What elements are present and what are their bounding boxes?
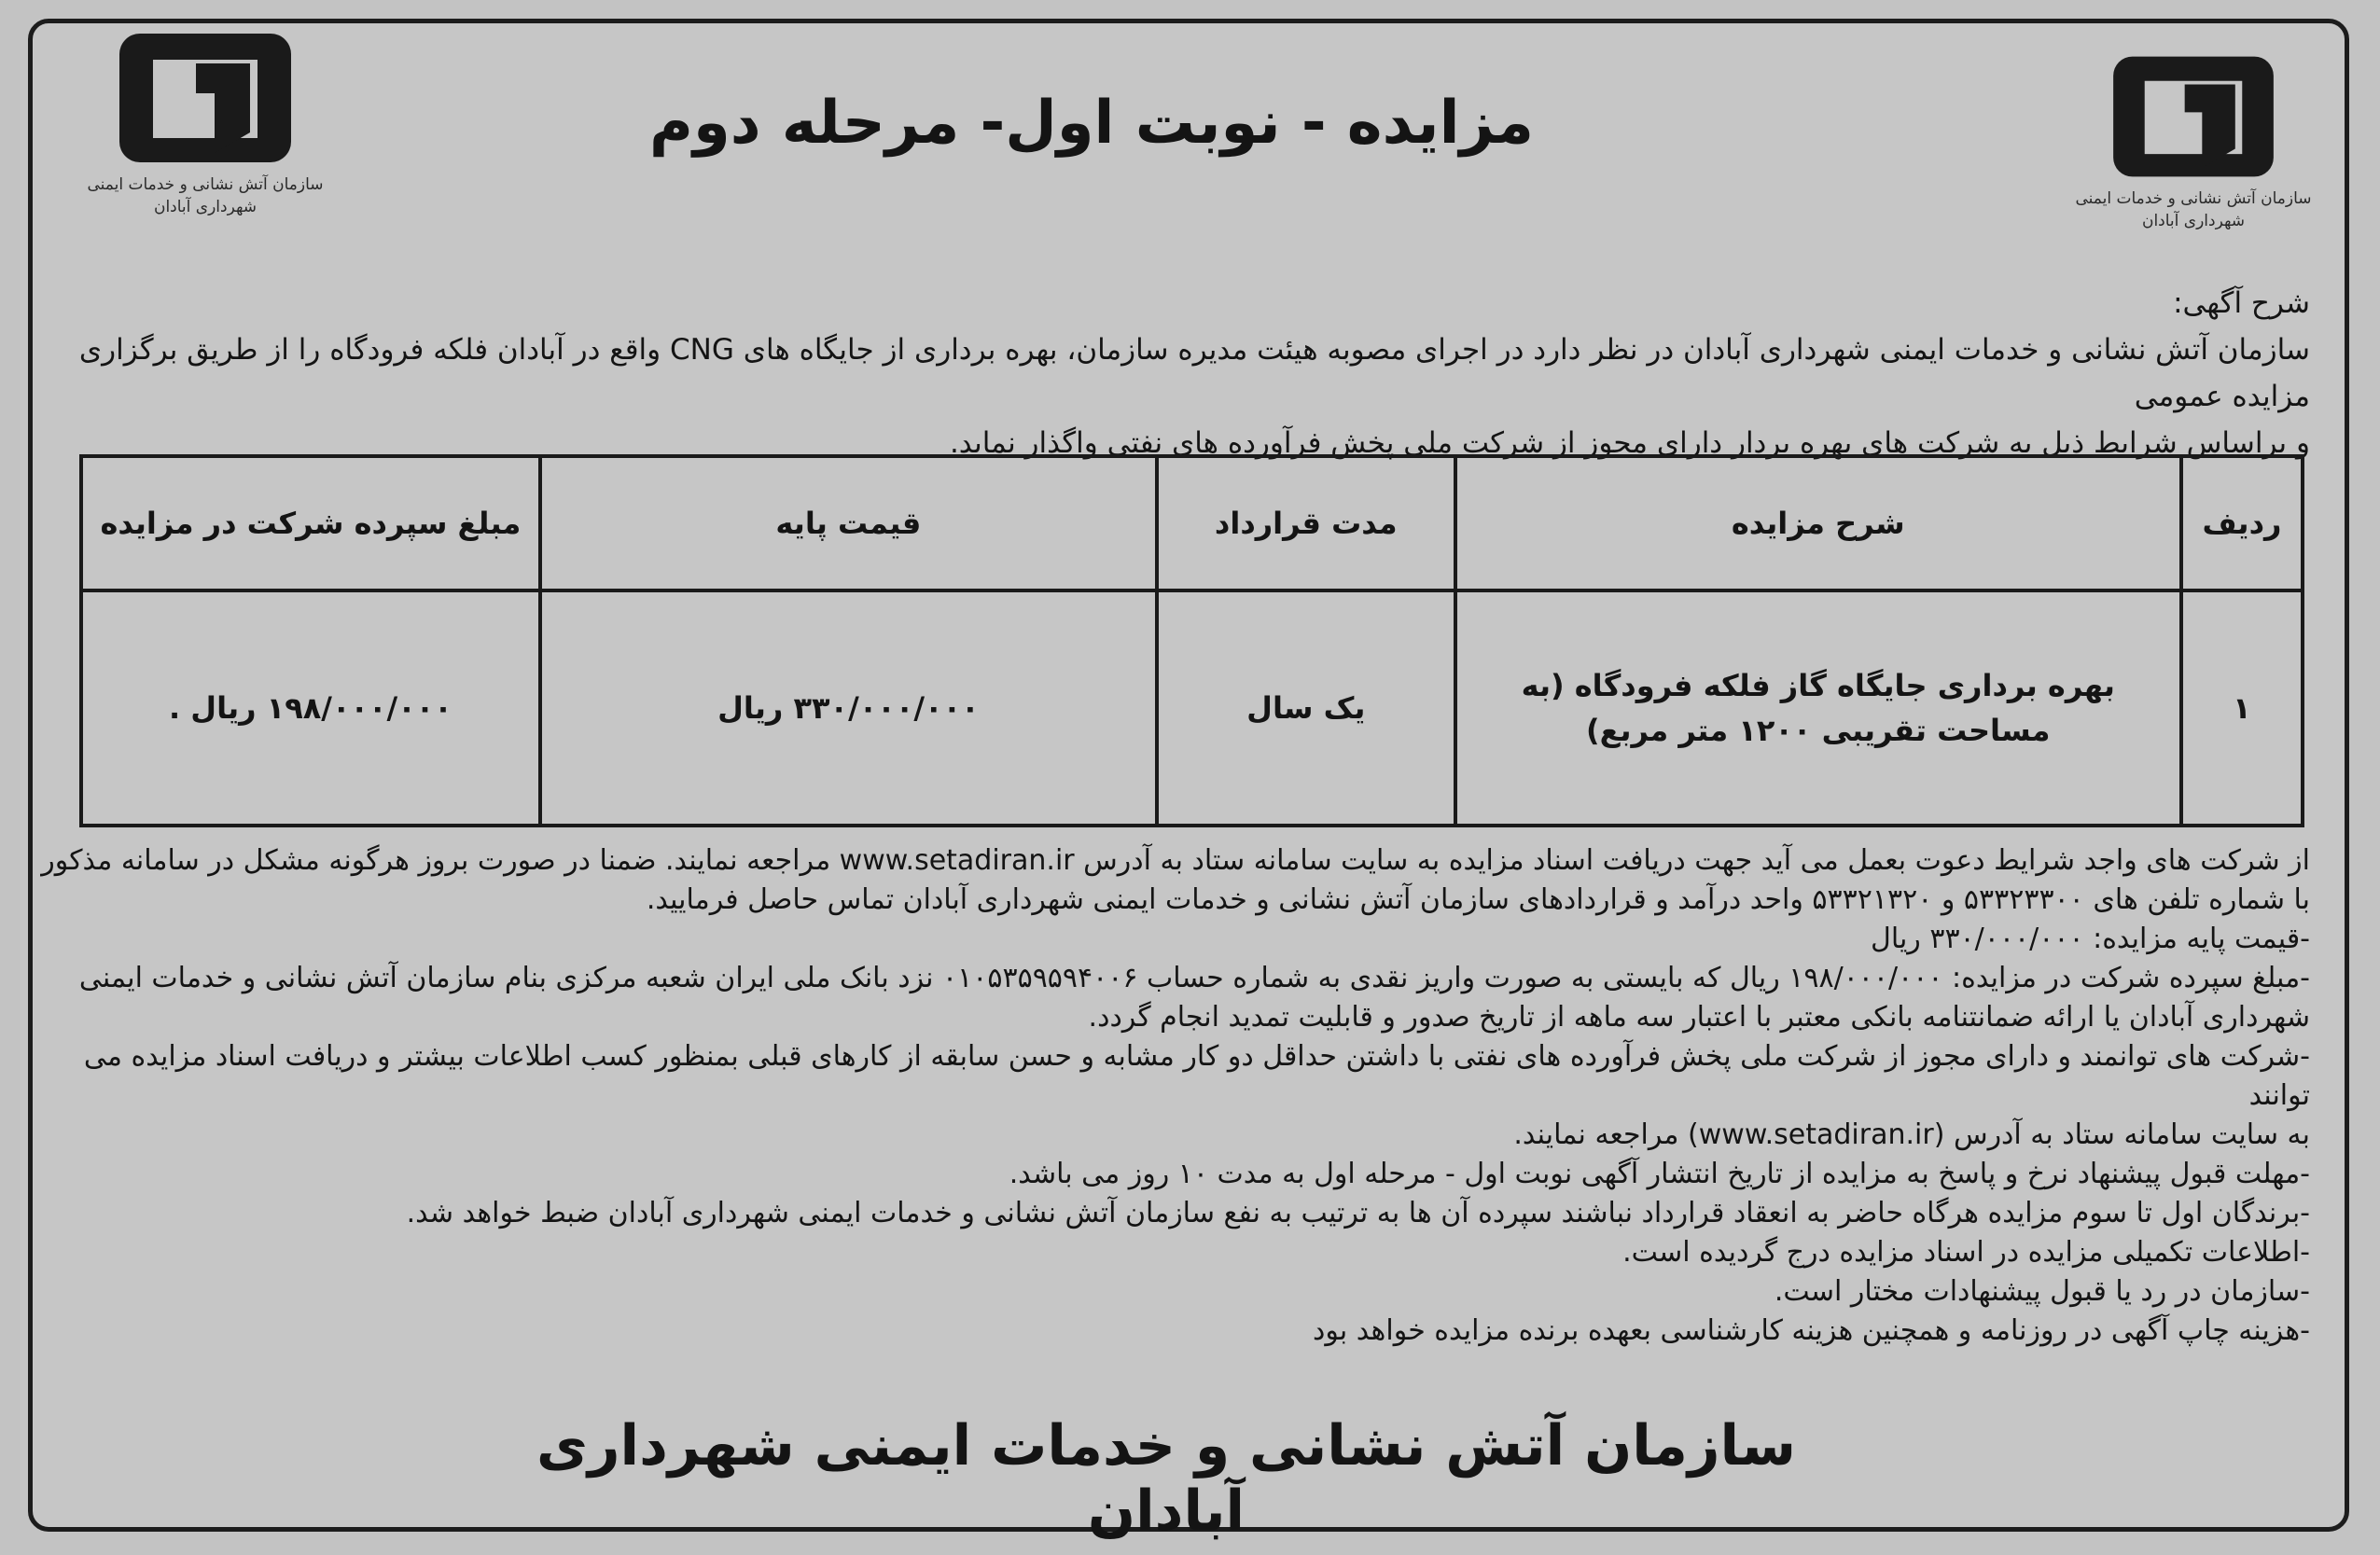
condition-line: از شرکت های واجد شرایط دعوت بعمل می آید جهت دریافت اسناد مزایده به سایت سامانه ستاد به آدرس www.setadiran.ir مراجعه نمایند. ضمنا در صورت بروز هرگونه مشکل در سامانه مذکور [41, 844, 2310, 877]
fire-organization-emblem-icon [112, 28, 299, 168]
cell-duration: یک سال [1157, 590, 1455, 826]
condition-line: -قیمت پایه مزایده: ۳۳۰/۰۰۰/۰۰۰ ریال [1871, 923, 2310, 955]
cell-description: بهره برداری جایگاه گاز فلکه فرودگاه (به مساحت تقریبی ۱۲۰۰ متر مربع) [1455, 590, 2181, 826]
logo-caption: سازمان آتش نشانی و خدمات ایمنی شهرداری آبادان [2075, 189, 2312, 230]
header-base-price: قیمت پایه [540, 456, 1157, 590]
condition-line: با شماره تلفن های ۵۳۳۲۳۳۰۰ و ۵۳۳۲۱۳۲۰ واحد درآمد و قراردادهای سازمان آتش نشانی و خدمات ایمنی شهرداری آبادان تماس حاصل فرمایید. [646, 883, 2310, 916]
intro-line: و براساس شرایط ذیل به شرکت های بهره بردار دارای مجوز از شرکت ملی پخش فرآورده های نفتی واگذار نماید. [949, 426, 2310, 460]
intro-heading: شرح آگهی: [2173, 286, 2310, 320]
condition-line: -اطلاعات تکمیلی مزایده در اسناد مزایده درج گردیده است. [1622, 1236, 2310, 1269]
issuer-signature: سازمان آتش نشانی و خدمات ایمنی شهرداری آبادان [536, 1413, 1797, 1544]
header-deposit: مبلغ سپرده شرکت در مزایده [81, 456, 540, 590]
header-duration: مدت قرارداد [1157, 456, 1455, 590]
condition-line: -سازمان در رد یا قبول پیشنهادات مختار است. [1774, 1275, 2310, 1308]
cell-row-number: ۱ [2181, 590, 2303, 826]
cell-base-price: ۳۳۰/۰۰۰/۰۰۰ ریال [540, 590, 1157, 826]
cell-deposit: ۱۹۸/۰۰۰/۰۰۰ ریال . [81, 590, 540, 826]
condition-line: -هزینه چاپ آگهی در روزنامه و همچنین هزینه کارشناسی بعهده برنده مزایده خواهد بود [1313, 1314, 2310, 1347]
condition-line: -مبلغ سپرده شرکت در مزایده: ۱۹۸/۰۰۰/۰۰۰ ریال که بایستی به صورت واریز نقدی به شماره حساب ۰۱۰۵۳۵۹۵۹۴۰۰۶ نزد بانک ملی ایران شعبه مرکزی بنام سازمان آتش نشانی و خدمات ایمنی [78, 962, 2310, 994]
intro-line: سازمان آتش نشانی و خدمات ایمنی شهرداری آبادان در نظر دارد در اجرای مصوبه هیئت مدیره سازمان، بهره برداری از جایگاه های CNG واقع در آبادان فلکه فرودگاه را از طریق برگزاری مزایده عمومی [78, 333, 2310, 413]
conditions-section [34, 841, 2310, 1351]
table-header-row [81, 456, 2303, 590]
notice-title: مزایده - نوبت اول- مرحله دوم [649, 89, 1534, 158]
logo-caption: سازمان آتش نشانی و خدمات ایمنی شهرداری آبادان [87, 175, 324, 216]
table-row [81, 590, 2303, 826]
fire-organization-emblem-icon [2105, 51, 2282, 182]
condition-line: -مهلت قبول پیشنهاد نرخ و پاسخ به مزایده از تاریخ انتشار آگهی نوبت اول - مرحله اول به مدت ۱۰ روز می باشد. [1009, 1158, 2310, 1190]
intro-section [34, 280, 2310, 466]
organization-logo-right [2072, 51, 2315, 232]
auction-table [79, 454, 2304, 827]
condition-line: به سایت سامانه ستاد به آدرس (www.setadiran.ir) مراجعه نمایند. [1513, 1118, 2310, 1151]
condition-line: شهرداری آبادان یا ارائه ضمانتنامه بانکی معتبر با اعتبار سه ماهه از تاریخ صدور و قابلیت تمدید انجام گردد. [1088, 1001, 2310, 1034]
header-description: شرح مزایده [1455, 456, 2181, 590]
header-row-number: ردیف [2181, 456, 2303, 590]
condition-line: -شرکت های توانمند و دارای مجوز از شرکت ملی پخش فرآورده های نفتی با داشتن حداقل دو کار مشابه و حسن سابقه از کارهای قبلی بمنظور کسب اطلاعات بیشتر و دریافت اسناد مزایده می توانند [83, 1040, 2310, 1112]
condition-line: -برندگان اول تا سوم مزایده هرگاه حاضر به انعقاد قرارداد نباشند سپرده آن ها به ترتیب به نفع سازمان آتش نشانی و خدمات ایمنی شهرداری آبادان ضبط خواهد شد. [406, 1197, 2310, 1229]
organization-logo-left [84, 28, 327, 218]
